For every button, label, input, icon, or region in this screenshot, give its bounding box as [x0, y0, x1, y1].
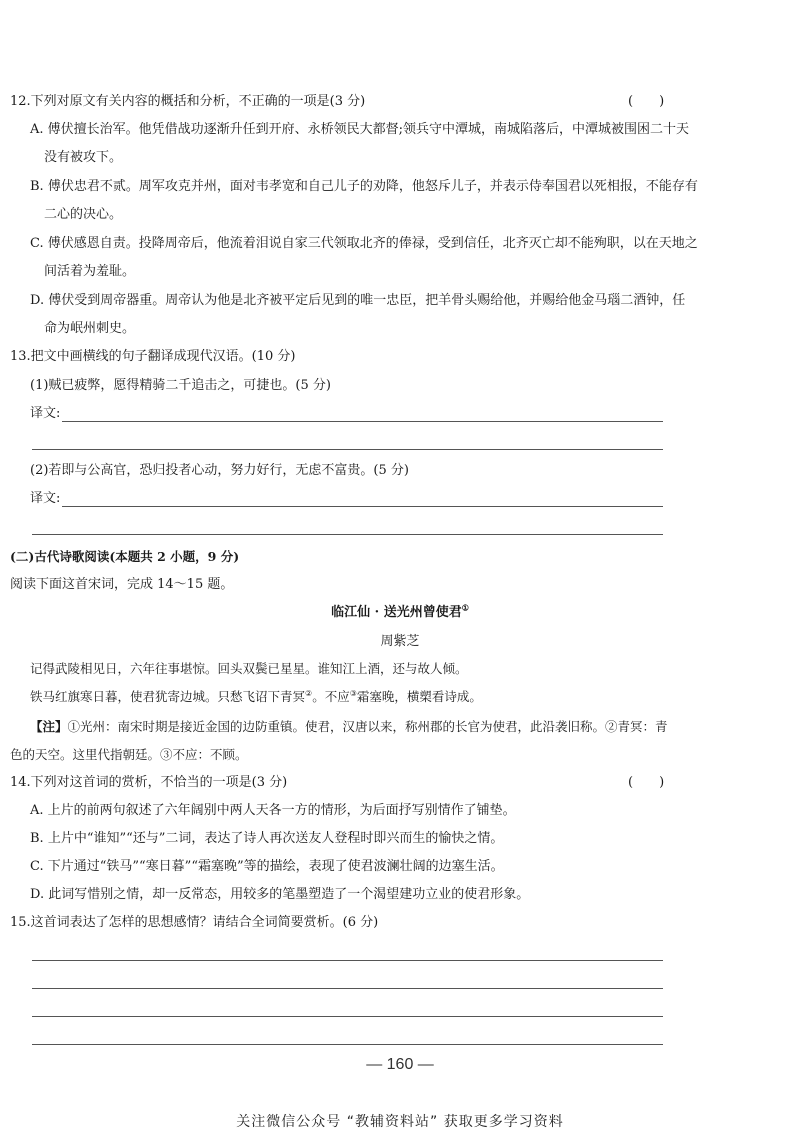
q13-part2: (2)若即与公高官，恐归投者心动，努力好行，无虑不富贵。(5 分) [30, 463, 409, 478]
q12-option-d: D. 傅伏受到周帝器重。周帝认为他是北齐被平定后见到的唯一忠臣，把羊骨头赐给他，并赐给他金马瑙二酒钟，任 [30, 293, 686, 308]
poem-author: 周紫芝 [380, 634, 420, 649]
q13-part2-answer-line-2[interactable] [32, 534, 663, 535]
poem-line-2-c: 霜塞晚，横槊看诗成。 [356, 689, 482, 704]
q14-answer-bracket[interactable]: ( ) [628, 775, 665, 790]
q12-option-c-cont: 间活着为羞耻。 [44, 264, 136, 279]
q14-option-c: C. 下片通过“铁马”“寒日暮”“霜塞晚”等的描绘，表现了使君波澜壮阔的边塞生活。 [30, 859, 504, 874]
poem-notes-line-2: 色的天空。这里代指朝廷。③不应：不顾。 [10, 747, 248, 762]
q12-option-a: A. 傅伏擅长治军。他凭借战功逐渐升任到开府、永桥领民大都督;领兵守中潭城，南城陷落后，中潭城被围困二十天 [30, 122, 690, 137]
q13-part1: (1)贼已疲弊，愿得精骑二千追击之，可捷也。(5 分) [30, 378, 331, 393]
q13-stem: 13.把文中画横线的句子翻译成现代汉语。(10 分) [10, 349, 296, 364]
poem-notes-line-1 [30, 718, 668, 736]
q13-part1-answer-line-2[interactable] [32, 449, 663, 450]
q15-stem: 15.这首词表达了怎样的思想感情？请结合全词简要赏析。(6 分) [10, 915, 379, 930]
poem-line-1: 记得武陵相见日，六年往事堪惊。回头双鬓已星星。谁知江上酒，还与故人倾。 [30, 661, 468, 676]
q15-answer-line-3[interactable] [32, 1016, 663, 1017]
poem-note-ref-3: ③ [349, 688, 357, 698]
q12-answer-bracket[interactable]: ( ) [628, 94, 665, 109]
page-number: — 160 — [366, 1056, 434, 1073]
q14-option-d: D. 此词写惜别之情，却一反常态，用较多的笔墨塑造了一个渴望建功立业的使君形象。 [30, 887, 530, 902]
poem-line-2 [30, 688, 482, 706]
q15-answer-line-2[interactable] [32, 988, 663, 989]
q12-option-b-cont: 二心的决心。 [44, 207, 123, 222]
q12-option-c: C. 傅伏感恩自责。投降周帝后，他流着泪说自家三代领取北齐的俸禄，受到信任，北齐灭亡却不能殉职，以在天地之 [30, 236, 698, 251]
q13-part1-answer-line-1[interactable] [62, 421, 663, 422]
q14-option-b: B. 上片中“谁知”“还与”二词，表达了诗人再次送友人登程时即兴而生的愉快之情。 [30, 831, 504, 846]
footer-notice: 关注微信公众号 “教辅资料站” 获取更多学习资料 [236, 1114, 564, 1130]
q15-answer-line-1[interactable] [32, 960, 663, 961]
notes-text-1: ①光州：南宋时期是接近金国的边防重镇。使君，汉唐以来，称州郡的长官为使君，此沿袭旧称。②青冥：青 [67, 719, 668, 734]
q15-answer-line-4[interactable] [32, 1044, 663, 1045]
poem-note-ref-2: ② [305, 688, 313, 698]
q12-stem: 12.下列对原文有关内容的概括和分析，不正确的一项是(3 分) [10, 94, 366, 109]
q14-option-a: A. 上片的前两句叙述了六年阔别中两人天各一方的情形，为后面抒写别情作了铺垫。 [30, 803, 516, 818]
q12-option-b: B. 傅伏忠君不贰。周军攻克并州，面对韦孝宽和自己儿子的劝降，他怒斥儿子，并表示侍奉国君以死相报，不能存有 [30, 179, 698, 194]
poem-title-line [0, 603, 800, 623]
poem-title-note: ① [461, 602, 469, 613]
section2-heading: (二)古代诗歌阅读(本题共 2 小题，9 分) [10, 549, 240, 564]
q12-option-d-cont: 命为岷州刺史。 [44, 321, 136, 336]
poem-line-2-b: 。不应 [312, 689, 350, 704]
q12-option-a-cont: 没有被攻下。 [44, 150, 123, 165]
section2-intro: 阅读下面这首宋词，完成 14～15 题。 [10, 577, 234, 592]
notes-label: 【注】 [30, 719, 68, 734]
q13-part2-answer-line-1[interactable] [62, 506, 663, 507]
poem-title: 临江仙 · 送光州曾使君 [331, 605, 462, 620]
q13-part2-answer-label: 译文: [30, 491, 61, 506]
q14-stem: 14.下列对这首词的赏析，不恰当的一项是(3 分) [10, 775, 288, 790]
poem-line-2-a: 铁马红旗寒日暮，使君犹寄边城。只愁飞诏下青冥 [30, 689, 306, 704]
q13-part1-answer-label: 译文: [30, 406, 61, 421]
